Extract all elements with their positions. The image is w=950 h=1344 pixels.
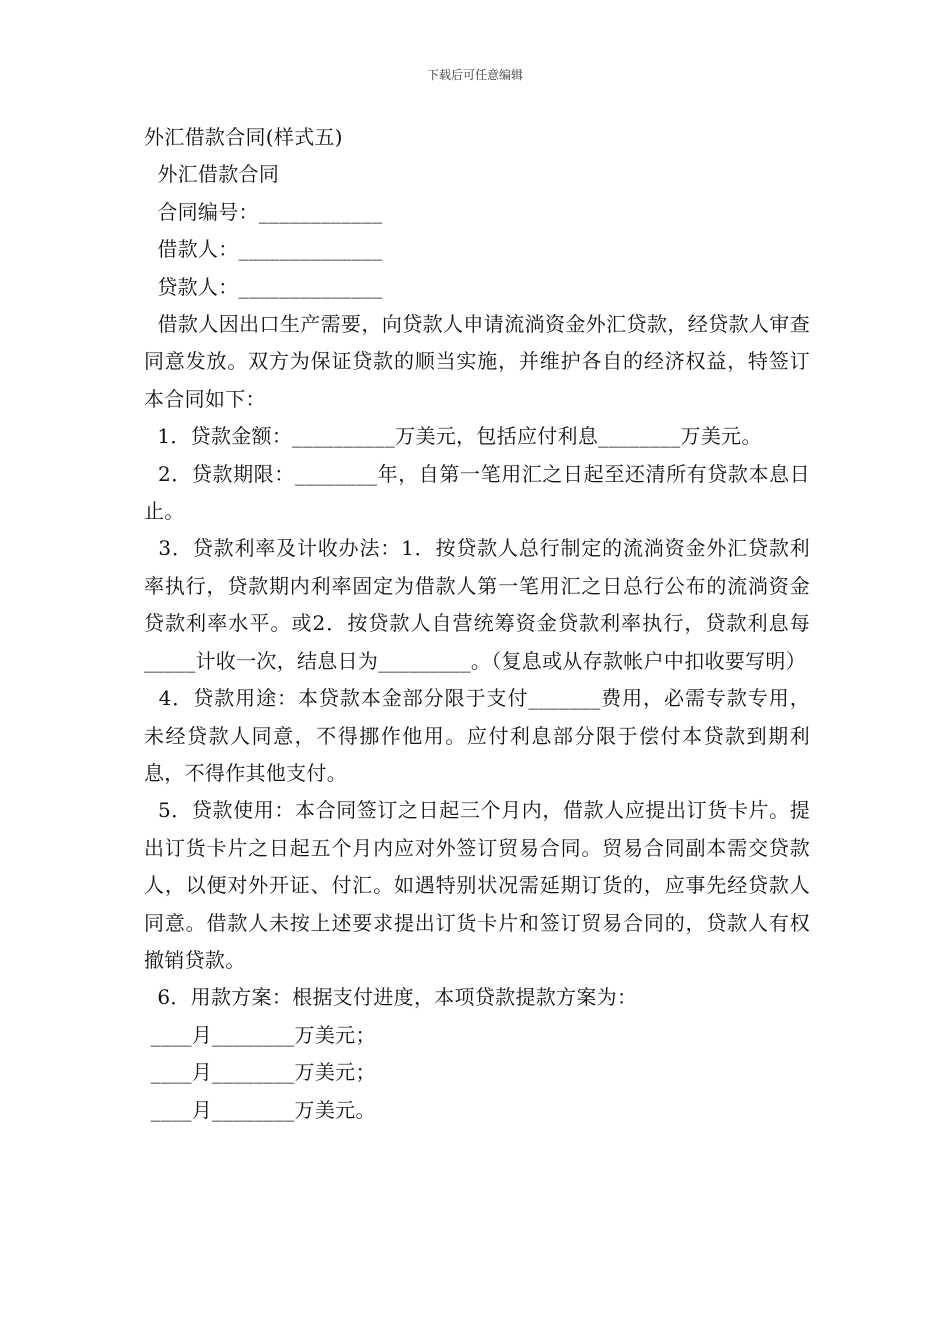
plan-line-3: ____月________万美元。 <box>144 1097 376 1122</box>
contract-body <box>144 119 810 1129</box>
lender-field: 贷款人：______________ <box>144 274 383 299</box>
clause-5-loan-usage: 5．贷款使用：本合同签订之日起三个月内，借款人应提出订货卡片。提出订货卡片之日起五个月内应对外签订贸易合同。贸易合同副本需交贷款人，以便对外开证、付汇。如遇特别状况需延期订货的，应事先经贷款人同意。借款人未按上述要求提出订货卡片和签订贸易合同的，贷款人有权撤销贷款。 <box>144 798 810 972</box>
intro-paragraph: 借款人因出口生产需要，向贷款人申请流淌资金外汇贷款，经贷款人审查同意发放。双方为保证贷款的顺当实施，并维护各自的经济权益，特签订本合同如下： <box>144 312 810 411</box>
clause-3-interest-rate: 3．贷款利率及计收办法：1．按贷款人总行制定的流淌资金外汇贷款利率执行，贷款期内利率固定为借款人第一笔用汇之日总行公布的流淌资金贷款利率水平。或2．按贷款人自营统筹资金贷款利率执行，贷款利息每_____计收一次，结息日为_________。（复息或从存款帐户中扣收要写明） <box>144 536 810 673</box>
clause-6-drawdown-plan: 6．用款方案：根据支付进度，本项贷款提款方案为： <box>144 985 638 1010</box>
contract-heading: 外汇借款合同 <box>144 162 280 187</box>
borrower-field: 借款人：______________ <box>144 237 383 262</box>
clause-4-loan-purpose: 4．贷款用途：本贷款本金部分限于支付_______费用，必需专款专用，未经贷款人同意，不得挪作他用。应付利息部分限于偿付本贷款到期利息，不得作其他支付。 <box>144 686 810 785</box>
plan-line-1: ____月________万美元； <box>144 1022 376 1047</box>
clause-1-loan-amount: 1．贷款金额：__________万美元，包括应付利息________万美元。 <box>144 424 762 449</box>
contract-number-field: 合同编号：____________ <box>144 199 383 224</box>
clause-2-loan-term: 2．贷款期限：________年，自第一笔用汇之日起至还清所有贷款本息日止。 <box>144 461 810 524</box>
document-title: 外汇借款合同(样式五) <box>144 125 343 149</box>
plan-line-2: ____月________万美元； <box>144 1060 376 1085</box>
header-note: 下载后可任意编辑 <box>426 68 523 82</box>
